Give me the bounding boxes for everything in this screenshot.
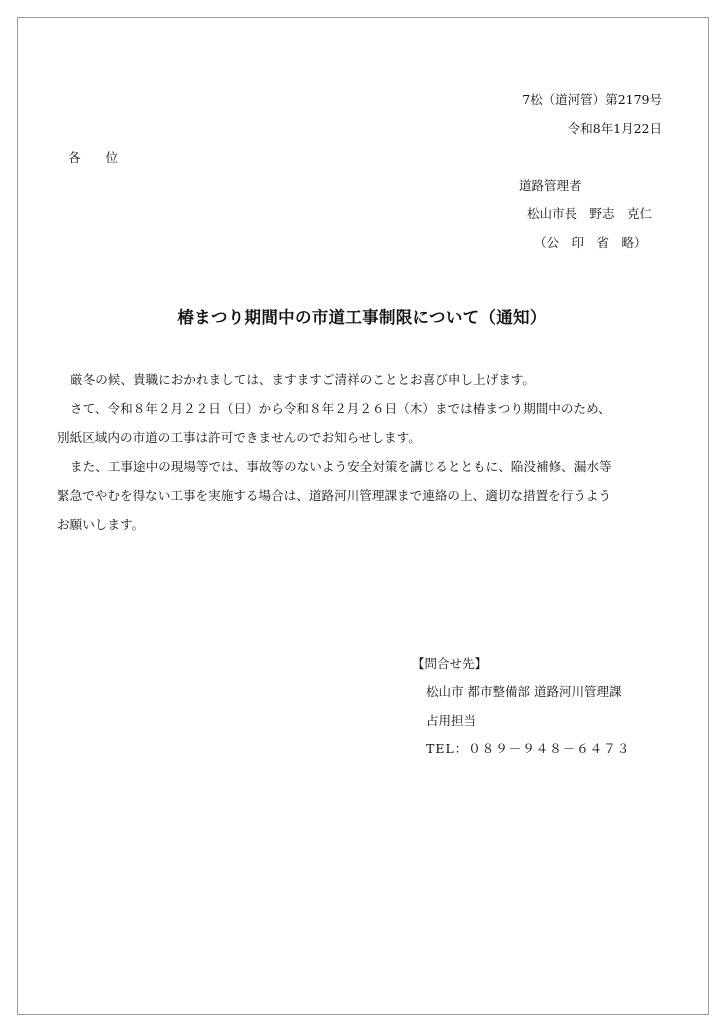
- document-title: 椿まつり期間中の市道工事制限について（通知）: [177, 308, 547, 327]
- body-paragraph: さて、令和８年２月２２日（日）から令和８年２月２６日（木）までは椿まつり期間中のため、: [70, 401, 611, 416]
- document-number: 7松（道河管）第2179号: [522, 92, 662, 107]
- body-paragraph: 緊急でやむを得ない工事を実施する場合は、道路河川管理課まで連絡の上、適切な措置を行うよう: [57, 488, 612, 503]
- document-body: [57, 370, 677, 544]
- sender-name: 松山市長 野志 克仁: [527, 206, 653, 221]
- seal-omitted-note: （公 印 省 略）: [534, 235, 647, 250]
- contact-heading: 【問合せ先】: [412, 656, 488, 671]
- body-paragraph: お願いします。: [57, 517, 145, 532]
- document-date: 令和8年1月22日: [567, 121, 662, 136]
- contact-department: 松山市 都市整備部 道路河川管理課: [426, 684, 622, 699]
- body-paragraph: 厳冬の候、貴職におかれましては、ますますご清祥のこととお喜び申し上げます。: [70, 372, 535, 387]
- contact-section: 占用担当: [426, 713, 477, 728]
- body-paragraph: また、工事途中の現場等では、事故等のないよう安全対策を講じるとともに、陥没補修、漏水等: [70, 459, 612, 474]
- addressee: 各 位: [68, 150, 119, 165]
- body-paragraph: 別紙区域内の市道の工事は許可できませんのでお知らせします。: [57, 430, 421, 445]
- contact-phone: TEL：０８９－９４８－６４７３: [426, 741, 631, 756]
- sender-title: 道路管理者: [519, 178, 582, 193]
